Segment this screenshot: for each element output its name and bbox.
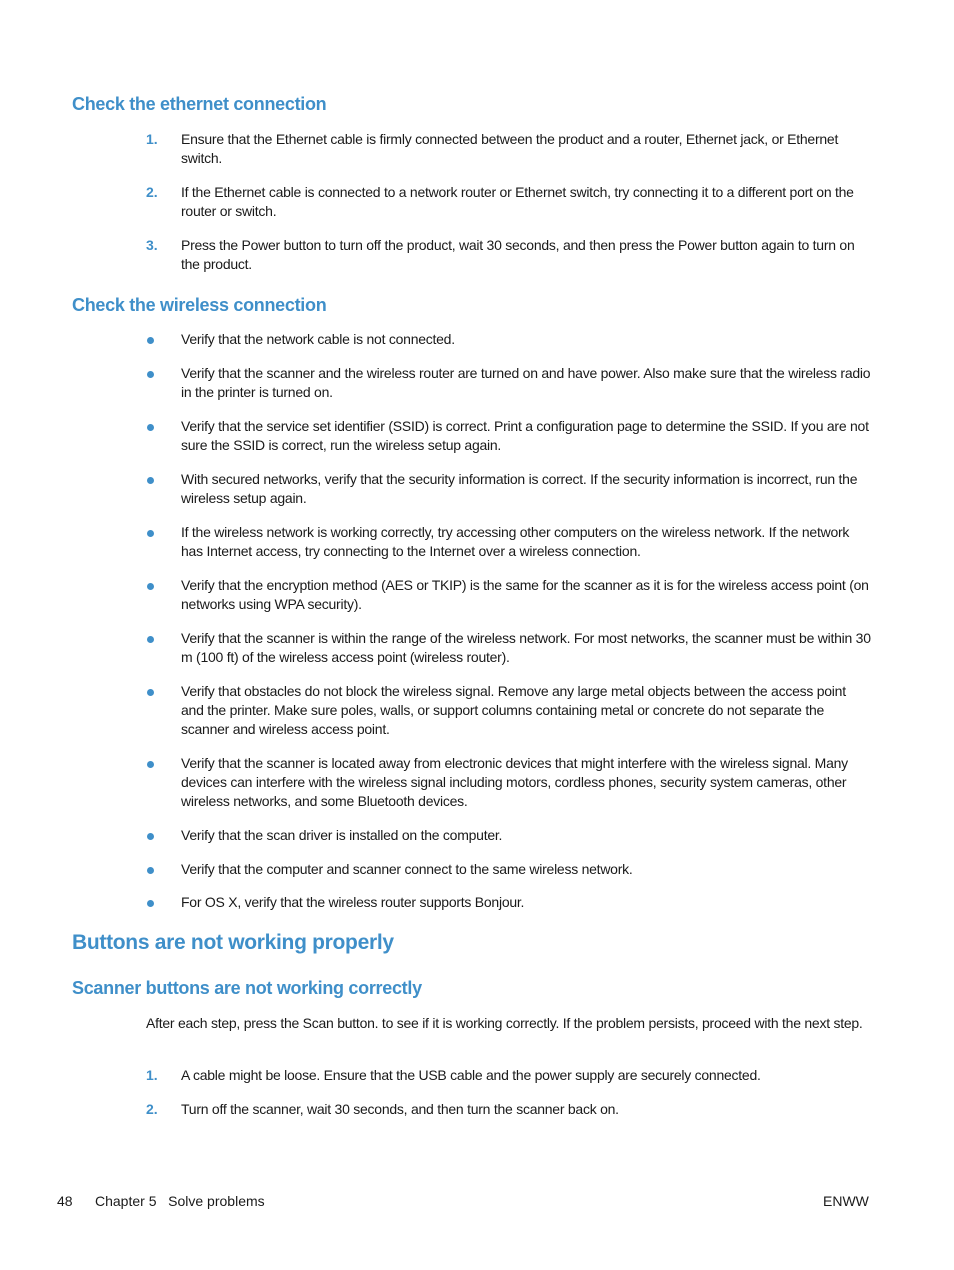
bullet-icon [147, 833, 154, 840]
step-number: 1. [146, 131, 158, 147]
bullet-icon [147, 477, 154, 484]
bullet-icon [147, 371, 154, 378]
buttons-heading: Buttons are not working properly [72, 931, 394, 954]
bullet-text: Verify that obstacles do not block the wireless signal. Remove any large metal objects between the access point and the printer. Make sure poles, walls, or support columns containing metal or concrete do not separate the scanner and wireless access point. [181, 683, 846, 737]
bullet-text: Verify that the service set identifier (SSID) is correct. Print a configuration page to determine the SSID. If you are not sure the SSID is correct, run the wireless setup again. [181, 418, 869, 453]
wireless-heading: Check the wireless connection [72, 295, 327, 315]
bullet-icon [147, 761, 154, 768]
bullet-text: Verify that the scan driver is installed on the computer. [181, 827, 503, 843]
bullet-icon [147, 583, 154, 590]
bullet-text: Verify that the network cable is not connected. [181, 331, 455, 347]
chapter-label: Chapter 5 Solve problems [95, 1193, 265, 1209]
step-text: A cable might be loose. Ensure that the USB cable and the power supply are securely connected. [181, 1067, 761, 1083]
bullet-icon [147, 337, 154, 344]
ethernet-heading: Check the ethernet connection [72, 94, 327, 114]
bullet-text: With secured networks, verify that the security information is correct. If the security information is incorrect, run the wireless setup again. [181, 471, 858, 506]
bullet-text: Verify that the scanner is located away from electronic devices that might interfere with the wireless signal. Many devices can interfere with the wireless signal including motors, cordless phones, security system cameras, other wireless networks, and some Bluetooth devices. [181, 755, 848, 809]
bullet-icon [147, 636, 154, 643]
bullet-text: Verify that the scanner and the wireless router are turned on and have power. Also make sure that the wireless radio in the printer is turned on. [181, 365, 871, 400]
bullet-icon [147, 867, 154, 874]
bullet-icon [147, 900, 154, 907]
bullet-text: Verify that the encryption method (AES or TKIP) is the same for the scanner as it is for the wireless access point (on networks using WPA security). [181, 577, 869, 612]
bullet-text: For OS X, verify that the wireless router supports Bonjour. [181, 894, 525, 910]
footer-code: ENWW [823, 1193, 869, 1209]
buttons-intro: After each step, press the Scan button. to see if it is working correctly. If the problem persists, proceed with the next step. [146, 1015, 863, 1031]
step-number: 3. [146, 237, 158, 253]
page-number: 48 [57, 1193, 73, 1209]
step-number: 2. [146, 1101, 158, 1117]
step-number: 2. [146, 184, 158, 200]
step-text: Turn off the scanner, wait 30 seconds, and then turn the scanner back on. [181, 1101, 619, 1117]
bullet-text: Verify that the computer and scanner connect to the same wireless network. [181, 861, 633, 877]
step-text: Ensure that the Ethernet cable is firmly connected between the product and a router, Ethernet jack, or Ethernet switch. [181, 131, 839, 166]
step-text: Press the Power button to turn off the product, wait 30 seconds, and then press the Power button again to turn on the product. [181, 237, 855, 272]
bullet-icon [147, 689, 154, 696]
scanner-buttons-heading: Scanner buttons are not working correctly [72, 978, 422, 998]
bullet-icon [147, 424, 154, 431]
bullet-text: If the wireless network is working correctly, try accessing other computers on the wireless network. If the network has Internet access, try connecting to the Internet over a wireless connection. [181, 524, 850, 559]
step-number: 1. [146, 1067, 158, 1083]
step-text: If the Ethernet cable is connected to a network router or Ethernet switch, try connecting it to a different port on the router or switch. [181, 184, 854, 219]
bullet-icon [147, 530, 154, 537]
bullet-text: Verify that the scanner is within the range of the wireless network. For most networks, the scanner must be within 30 m (100 ft) of the wireless access point (wireless router). [181, 630, 871, 665]
